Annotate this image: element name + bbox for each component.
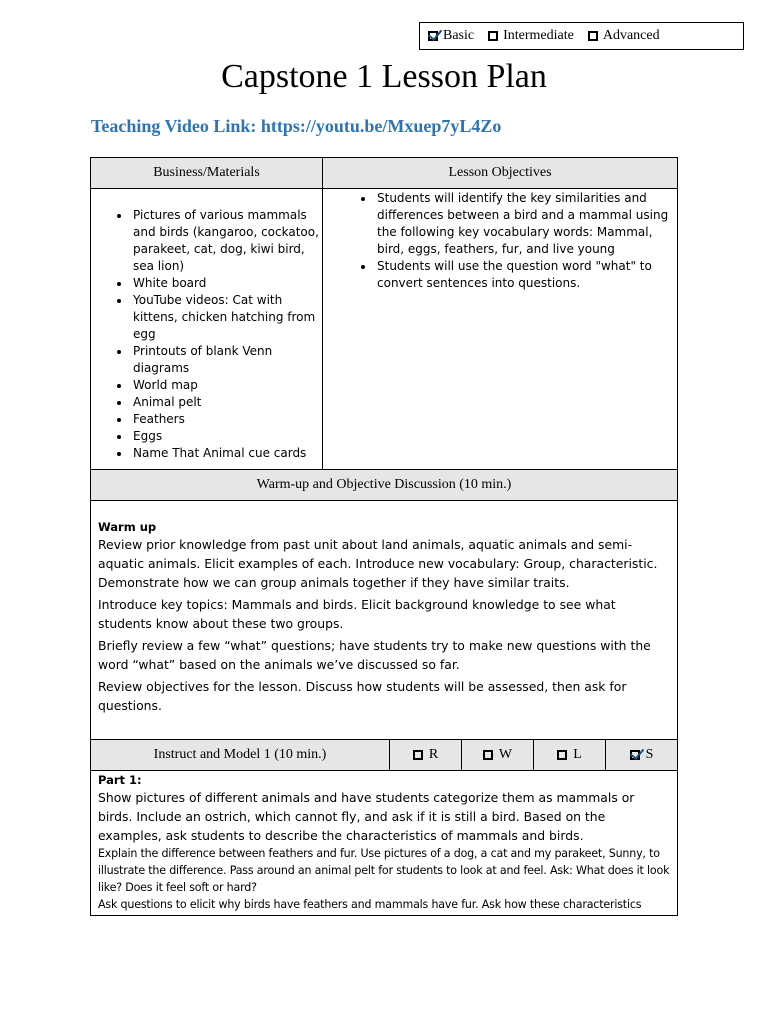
materials-cell bbox=[91, 189, 323, 469]
lesson-table bbox=[90, 157, 678, 740]
warmup-paragraph: Review objectives for the lesson. Discuss how students will be assessed, then ask for questions. bbox=[98, 679, 627, 713]
level-label-intermediate: Intermediate bbox=[503, 28, 574, 43]
skill-writing[interactable] bbox=[462, 740, 534, 770]
checkbox-icon[interactable] bbox=[488, 31, 498, 41]
video-link-line bbox=[91, 116, 501, 137]
objectives-header: Lesson Objectives bbox=[323, 158, 677, 188]
warmup-paragraph: Introduce key topics: Mammals and birds. Elicit background knowledge to see what students know about these two groups. bbox=[98, 597, 616, 631]
level-option-advanced[interactable] bbox=[588, 28, 660, 44]
part-label: Part 1: bbox=[98, 773, 142, 787]
video-link-label: Teaching Video Link: bbox=[91, 116, 257, 136]
list-item: • Printouts of blank Venn diagrams bbox=[131, 343, 322, 377]
skill-label: R bbox=[428, 747, 439, 762]
list-item: • Pictures of various mammals and birds (kangaroo, cockatoo, parakeet, cat, dog, kiwi bird, sea lion) bbox=[131, 207, 322, 275]
instruct-paragraph: Show pictures of different animals and have students categorize them as mammals or birds. Include an ostrich, which cannot fly, and ask if it is still a bird. Based on the examples, ask students to describe the characteristics of mammals and birds. bbox=[98, 790, 635, 843]
materials-list bbox=[91, 207, 322, 462]
warmup-cell bbox=[91, 501, 677, 715]
objectives-cell bbox=[323, 189, 677, 469]
instruct-paragraph: Ask questions to elicit why birds have feathers and mammals have fur. Ask how these characteristics bbox=[98, 898, 642, 911]
skill-label: S bbox=[645, 747, 654, 762]
warmup-paragraph: Review prior knowledge from past unit about land animals, aquatic animals and semi-aquatic animals. Elicit examples of each. Introduce new vocabulary: Group, characteristic. Demonstrate how we can group animals together if they have similar traits. bbox=[98, 537, 658, 590]
checkbox-icon[interactable] bbox=[557, 750, 567, 760]
instruct-paragraph: Explain the difference between feathers and fur. Use pictures of a dog, a cat and my parakeet, Sunny, to illustrate the difference. Pass around an animal pelt for students to look at and feel. Ask: What does it look like? Does it feel soft or hard? bbox=[98, 847, 670, 894]
list-item: • Feathers bbox=[131, 411, 322, 428]
materials-objectives-row bbox=[91, 189, 677, 470]
warmup-header: Warm-up and Objective Discussion (10 min.) bbox=[91, 470, 677, 501]
instruct-header: Instruct and Model 1 (10 min.) bbox=[91, 740, 390, 770]
list-item: • White board bbox=[131, 275, 322, 292]
checkbox-icon[interactable] bbox=[413, 750, 423, 760]
list-item: • Animal pelt bbox=[131, 394, 322, 411]
skill-reading[interactable] bbox=[390, 740, 462, 770]
checkbox-icon[interactable] bbox=[483, 750, 493, 760]
list-item: • Eggs bbox=[131, 428, 322, 445]
video-link[interactable]: https://youtu.be/Mxuep7yL4Zo bbox=[260, 116, 502, 136]
level-selector bbox=[419, 22, 744, 50]
checkbox-icon[interactable] bbox=[588, 31, 598, 41]
level-option-basic[interactable] bbox=[428, 28, 474, 44]
page-title: Capstone 1 Lesson Plan bbox=[221, 58, 547, 95]
warmup-subheading: Warm up bbox=[98, 520, 157, 534]
level-label-basic: Basic bbox=[443, 28, 475, 43]
checked-checkbox-icon[interactable] bbox=[428, 31, 438, 41]
checked-checkbox-icon[interactable] bbox=[630, 750, 640, 760]
skill-listening[interactable] bbox=[534, 740, 606, 770]
instruct-header-row bbox=[91, 740, 677, 771]
list-item: • World map bbox=[131, 377, 322, 394]
skill-speaking[interactable] bbox=[606, 740, 677, 770]
instruct-table bbox=[90, 739, 678, 916]
list-item: • Name That Animal cue cards bbox=[131, 445, 322, 462]
materials-header: Business/Materials bbox=[91, 158, 323, 188]
level-option-intermediate[interactable] bbox=[488, 28, 574, 44]
list-item: • Students will identify the key similarities and differences between a bird and a mammal using the following key vocabulary words: Mammal, bird, eggs, feathers, fur, and live young bbox=[375, 190, 673, 258]
list-item: • Students will use the question word "what" to convert sentences into questions. bbox=[375, 258, 673, 292]
instruct-cell bbox=[91, 771, 677, 913]
list-item: • YouTube videos: Cat with kittens, chicken hatching from egg bbox=[131, 292, 322, 343]
warmup-paragraph: Briefly review a few “what” questions; have students try to make new questions with the word “what” based on the animals we’ve discussed so far. bbox=[98, 638, 651, 672]
skill-label: L bbox=[573, 747, 582, 762]
skill-label: W bbox=[498, 747, 513, 762]
objectives-list bbox=[323, 190, 673, 292]
level-label-advanced: Advanced bbox=[602, 28, 660, 43]
materials-objectives-header-row bbox=[91, 158, 677, 189]
